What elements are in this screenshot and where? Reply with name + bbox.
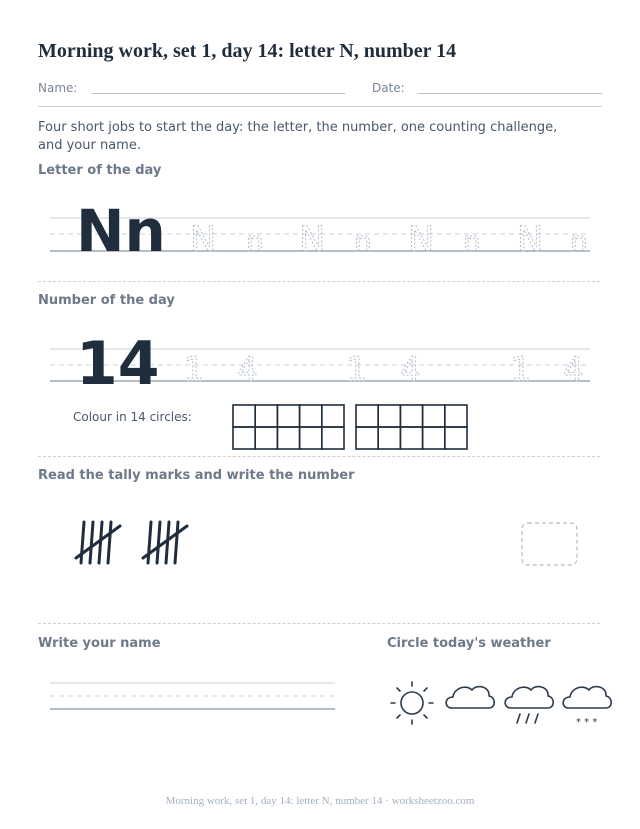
letter-model: Nn [76, 197, 166, 265]
ten-frame-cell[interactable] [255, 427, 277, 449]
ten-frame-cell[interactable] [322, 427, 344, 449]
name-section-title: Write your name [38, 636, 161, 651]
number-trace-rows [0, 326, 640, 399]
date-label: Date: [372, 81, 405, 95]
number-section-title: Number of the day [38, 293, 175, 308]
ten-frame [356, 405, 467, 449]
ten-frame-cell[interactable] [255, 405, 277, 427]
ten-frame-cell[interactable] [400, 405, 422, 427]
sun-icon[interactable] [391, 682, 433, 724]
tally-section-title: Read the tally marks and write the number [38, 468, 355, 483]
trace-letter[interactable]: n [354, 225, 372, 258]
colour-in-label: Colour in 14 circles: [73, 410, 192, 424]
trace-letter[interactable]: N [299, 220, 326, 260]
ten-frame-cell[interactable] [300, 405, 322, 427]
ten-frame-cell[interactable] [378, 427, 400, 449]
ten-frame-cell[interactable] [445, 405, 467, 427]
cloud-icon[interactable] [446, 687, 494, 708]
tally-mark [90, 522, 93, 563]
ten-frame-cell[interactable] [233, 405, 255, 427]
rain-icon[interactable] [505, 687, 553, 723]
trace-letter[interactable]: N [190, 220, 217, 260]
tally-mark [175, 522, 178, 563]
trace-digit[interactable]: 4 [237, 350, 258, 390]
number-model: 14 [76, 329, 160, 399]
page-footer: Morning work, set 1, day 14: letter N, number 14 · worksheetzoo.com [165, 795, 475, 807]
tally-marks [0, 518, 640, 578]
ten-frame-cell[interactable] [322, 405, 344, 427]
answer-box[interactable] [522, 523, 577, 565]
snow-icon[interactable] [563, 687, 611, 728]
ten-frame-cell[interactable] [400, 427, 422, 449]
ten-frame-cell[interactable] [378, 405, 400, 427]
tally-mark [157, 522, 160, 563]
ten-frame-cell[interactable] [356, 427, 378, 449]
page-title: Morning work, set 1, day 14: letter N, number 14 [38, 40, 457, 62]
ten-frame-cell[interactable] [277, 427, 299, 449]
section-divider [38, 623, 600, 624]
trace-digit[interactable]: 4 [400, 350, 421, 390]
trace-digit[interactable]: 1 [183, 350, 204, 390]
ten-frame-cell[interactable] [423, 427, 445, 449]
letter-trace-rows [0, 198, 640, 268]
ten-frames [0, 404, 640, 454]
ten-frame-cell[interactable] [277, 405, 299, 427]
weather-section-title: Circle today's weather [387, 636, 551, 651]
section-divider [38, 281, 600, 282]
trace-digit[interactable]: 4 [563, 350, 584, 390]
tally-mark [148, 522, 151, 563]
tally-mark [108, 522, 111, 563]
ten-frame-cell[interactable] [423, 405, 445, 427]
trace-letter[interactable]: n [570, 225, 588, 258]
ten-frame-cell[interactable] [300, 427, 322, 449]
snowflakes: * * * [576, 717, 598, 728]
ten-frame-cell[interactable] [445, 427, 467, 449]
trace-letter[interactable]: n [246, 225, 264, 258]
trace-digit[interactable]: 1 [346, 350, 367, 390]
letter-section-title: Letter of the day [38, 163, 162, 178]
trace-letter[interactable]: N [408, 220, 435, 260]
ten-frame-cell[interactable] [356, 405, 378, 427]
name-field[interactable] [92, 93, 345, 94]
name-label: Name: [38, 81, 78, 95]
header-divider [38, 106, 602, 107]
weather-icons [0, 672, 640, 742]
ten-frame [233, 405, 344, 449]
trace-letter[interactable]: N [517, 220, 544, 260]
date-field[interactable] [418, 93, 602, 94]
ten-frame-cell[interactable] [233, 427, 255, 449]
section-divider [38, 456, 600, 457]
tally-group-five [143, 522, 187, 563]
trace-letter[interactable]: n [463, 225, 481, 258]
tally-mark [81, 522, 84, 563]
intro-text: Four short jobs to start the day: the letter, the number, one counting challenge, and your name. [38, 120, 558, 153]
tally-group-five [76, 522, 120, 563]
trace-digit[interactable]: 1 [510, 350, 531, 390]
